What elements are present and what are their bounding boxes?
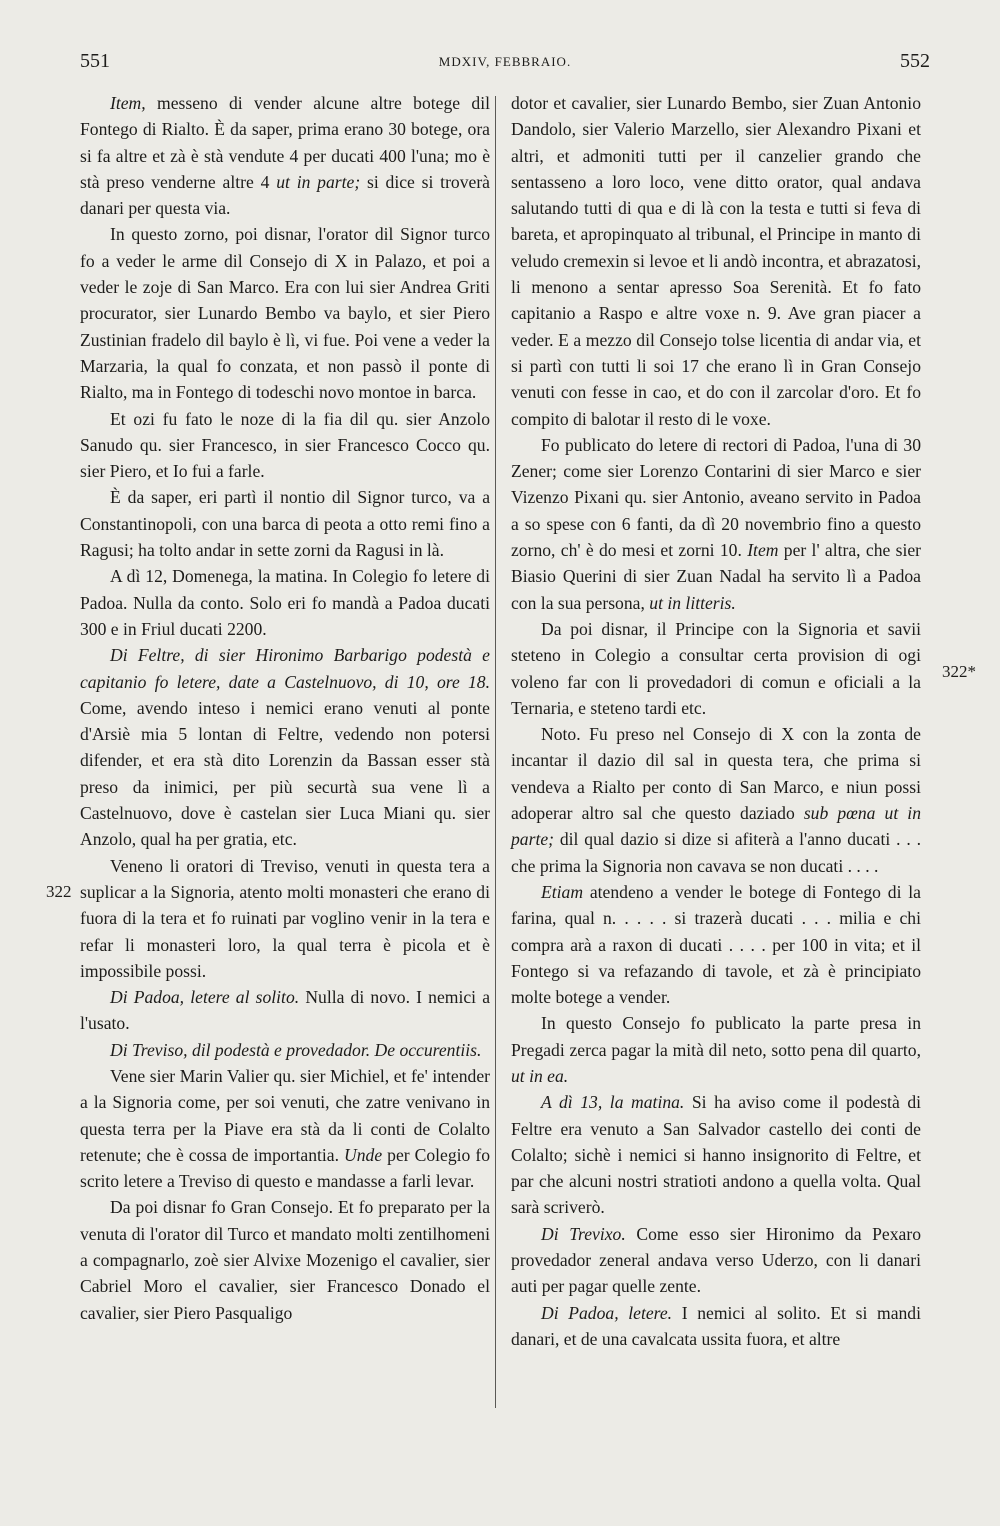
- paragraph-text: Fo publicato do letere di rectori di Padoa, l'una di 30 Zener; come sier Lorenzo Contarini di sier Marco e sier Vizenzo Pixani qu. sier Antonio, aveano servito in Padoa a so spese con 6 fanti, da dì 20 novembrio fino a questo zorno, ch' è do mesi et zorni 10.: [511, 434, 921, 561]
- paragraph: [511, 721, 921, 879]
- paragraph: Da poi disnar fo Gran Consejo. Et fo preparato per la venuta di l'orator dil Turco et mandato molti zentilhomeni a compagnarlo, zoè sier Alvixe Mozenigo el cavalier, sier Cabriel Moro el cavalier, sier Francesco Donado el cavalier, sier Piero Pasqualigo: [80, 1197, 490, 1323]
- paragraph-text: Nulla di novo. I nemici a l'usato.: [80, 987, 491, 1034]
- italic-phrase: Item: [747, 540, 779, 561]
- paragraph: Da poi disnar, il Principe con la Signoria et savii steteno in Colegio a consultar certa provision di ogi voleno far con li provedadori di comun e oficiali a la Ternaria, e steteno tardi etc.: [511, 618, 921, 718]
- paragraph: [511, 1300, 921, 1353]
- paragraph: [511, 1010, 921, 1089]
- paragraph-text: si dice si troverà danari per questa via.: [80, 171, 490, 219]
- paragraph-text: Come, avendo inteso i nemici erano venuti al ponte d'Arsiè mia 5 lontan di Feltre, vedendo non potersi difender, et era stà dito Lorenzin da Bassan esser stà preso da inimici, per più securtà sua vene lì a Castelnuovo, dove è castelan sier Luca Miani qu. sier Anzolo, qual ha per gratia, etc.: [80, 697, 490, 850]
- paragraph: A dì 12, Domenega, la matina. In Colegio fo letere di Padoa. Nulla da conto. Solo eri fo mandà a Padoa ducati 300 e in Friul ducati 2200.: [80, 566, 490, 639]
- left-column: [80, 90, 490, 1326]
- paragraph-text: In questo Consejo fo publicato la parte presa in Pregadi zerca pagar la mità dil neto, sotto pena dil quarto,: [511, 1013, 921, 1060]
- paragraph: Veneno li oratori di Treviso, venuti in questa tera a suplicar a la Signoria, atento molti monasteri che erano di fuora di la tera et fo ruinati par voglino venir in la tera e refar li monasteri loro, la qual terra è picola et è impossibile possi.: [80, 855, 490, 981]
- column-divider: [495, 96, 496, 1408]
- italic-phrase: sub pœna ut in parte;: [511, 803, 921, 850]
- paragraph: [80, 90, 490, 221]
- paragraph: [511, 1089, 921, 1220]
- right-column: [511, 90, 921, 1352]
- paragraph: [80, 642, 490, 852]
- paragraph-text: Vene sier Marin Valier qu. sier Michiel, et fe' intender a la Signoria come, per soi venuti, che zatre venivano in questa terra per la Piave era stà da li conti de Colalto retenute; che è cossa de importantia.: [80, 1065, 490, 1165]
- paragraph: [80, 1037, 490, 1063]
- paragraph: [80, 1063, 490, 1194]
- paragraph-text: dil qual dazio si dize si afiterà a l'anno ducati . . . che prima la Signoria non cavava se non ducati . . . .: [511, 829, 921, 876]
- paragraph: dotor et cavalier, sier Lunardo Bembo, sier Zuan Antonio Dandolo, sier Valerio Marzello, sier Alexandro Pixani et altri, et admoniti tutti per il canzelier grando che sentasseno a loro loco, vene ditto orator, qual andava salutando tutti di qua e di là con la testa e tutti si feva di bareta, et apropinquato al tribunal, el Principe in manto di veludo cremexin si levoe et li andò incontra, et abrazatosi, li menono a sentar apresso Soa Serenità. Et fo fato capitanio a Raspo e altre voxe n. 9. Ave gran piacer a veder. E a mezzo dil Consejo tolse licentia di andar via, et si partì con tutti li soi 17 che erano lì in Gran Consejo venuti con fesse in cao, et do con il zarcolar d'oro. Et fo compito di balotar il resto di le voxe.: [511, 93, 921, 429]
- italic-phrase: Etiam: [541, 881, 584, 902]
- paragraph-text: I nemici al solito. Et si mandi danari, et de una cavalcata ussita fuora, et altre: [511, 1302, 921, 1349]
- paragraph-text: Noto. Fu preso nel Consejo di X con la zonta de incantar il dazio dil sal in questa tera, che prima si vendeva a Rialto per conto di San Marco, e niun possi adoperar altro sal che questo daziado: [511, 724, 921, 824]
- running-title: MDXIV, FEBBRAIO.: [438, 54, 572, 69]
- paragraph-text: per l' altra, che sier Biasio Querini di sier Zuan Nadal ha servito lì a Padoa con la sua persona,: [511, 540, 922, 613]
- paragraph: [511, 1221, 921, 1300]
- italic-phrase: Di Padoa, letere.: [541, 1302, 673, 1323]
- paragraph: Et ozi fu fato le noze di la fia dil qu. sier Anzolo Sanudo qu. sier Francesco, in sier Francesco Cocco qu. sier Piero, et Io fui a farle.: [80, 408, 490, 482]
- paragraph: [511, 432, 921, 616]
- paragraph-text: messeno di vender alcune altre botege dil Fontego di Rialto. È da saper, prima erano 30 botege, ora si fa altre et zà è stà vendute 4 per ducati 400 l'una; mo è stà preso venderne altre 4: [80, 93, 490, 192]
- italic-phrase: Di Padoa, letere al solito.: [110, 987, 300, 1008]
- paragraph: [80, 984, 490, 1037]
- paragraph-text: atendeno a vender le botege di Fontego di la farina, qual n. . . . . si trazerà ducati . . . milia e chi compra arà a raxon di ducati . . . . per 100 in vita; et il Fontego si va refazando di tavole, et zà è principiato molte botege a vender.: [511, 881, 921, 1008]
- italic-phrase: Di Trevixo.: [541, 1223, 626, 1244]
- italic-phrase: Item,: [110, 93, 146, 113]
- paragraph: È da saper, eri partì il nontio dil Signor turco, va a Constantinopoli, con una barca di peota a otto remi fino a Ragusi; ha tolto andar in sette zorni da Ragusi in là.: [80, 487, 490, 561]
- italic-phrase: Unde: [344, 1144, 383, 1165]
- italic-phrase: Di Treviso, dil podestà e provedador. De occurentiis.: [110, 1039, 482, 1060]
- paragraph-text: Si ha aviso come il podestà di Feltre era venuto a San Salvador castello dei conti de Colalto; sichè i nemici si hanno insignorito di Feltre, et par che alcuni nostri stratioti andono a quella volta. Qual sarà scriverò.: [511, 1092, 922, 1218]
- paragraph: In questo zorno, poi disnar, l'orator dil Signor turco fo a veder le arme dil Consejo di X in Palazo, et poi a veder le zoje di San Marco. Era con lui sier Andrea Griti procurator, sier Lunardo Bembo va baylo, et sier Piero Zustinian fradelo dil baylo è lì, vi fue. Poi vene a veder la Marzaria, la qual fo conzata, et non passò il ponte di Rialto, ma in Fontego di todeschi novo montoe in barca.: [80, 224, 490, 403]
- margin-note-right: 322*: [942, 662, 976, 681]
- italic-phrase: ut in ea.: [511, 1065, 569, 1086]
- paragraph-text: Come esso sier Hironimo da Pexaro provedador zeneral andava verso Uderzo, con li danari auti per pagar quelle zente.: [511, 1223, 922, 1297]
- page-number-right: 552: [900, 50, 930, 72]
- page-number-left: 551: [80, 50, 110, 72]
- paragraph-text: per Colegio fo scrito letere a Treviso di questo e mandasse a farli levar.: [80, 1144, 490, 1192]
- italic-phrase: ut in parte;: [276, 171, 361, 192]
- italic-phrase: ut in litteris.: [649, 592, 736, 613]
- italic-phrase: A dì 13, la matina.: [541, 1092, 685, 1113]
- margin-note-left: 322: [46, 882, 72, 901]
- paragraph: [511, 879, 921, 1010]
- italic-phrase: Di Feltre, di sier Hironimo Barbarigo podestà e capitanio fo letere, date a Castelnuovo, di 10, ore 18.: [80, 645, 490, 692]
- page-header: [80, 50, 930, 78]
